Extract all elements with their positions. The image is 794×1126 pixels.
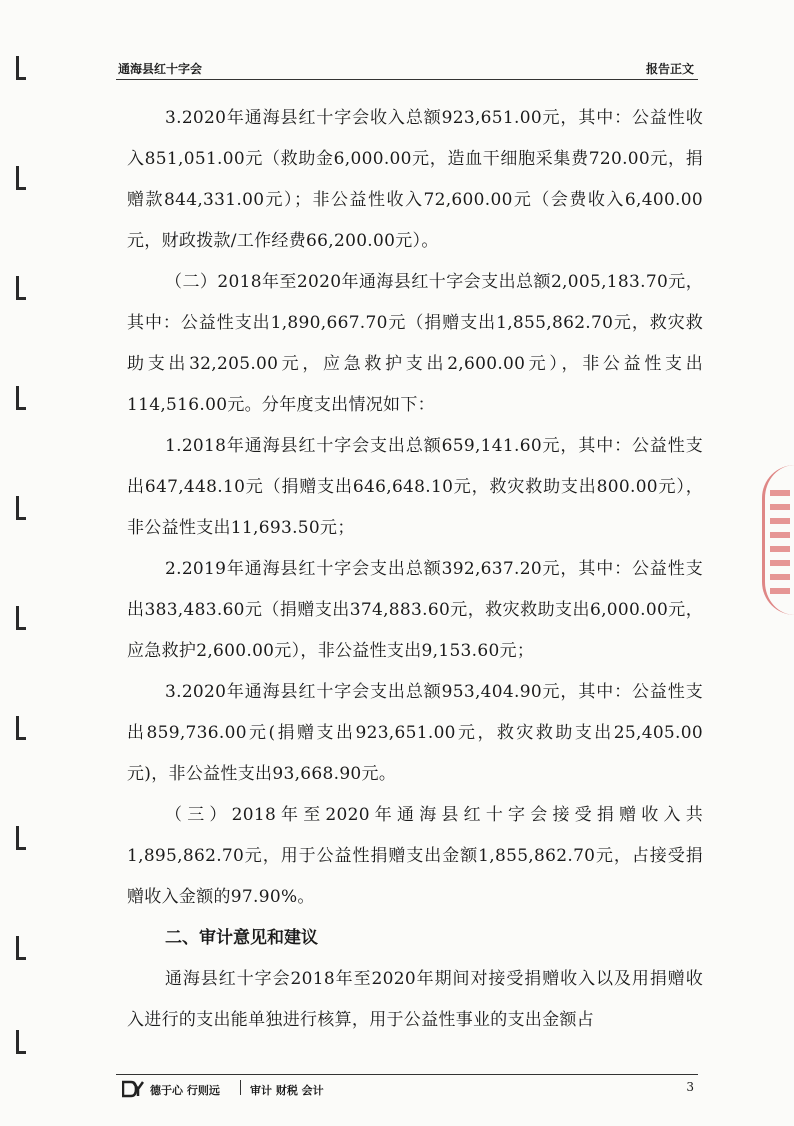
binding-hole-mark xyxy=(16,606,26,630)
section-heading: 二、审计意见和建议 xyxy=(165,928,318,948)
footer-separator xyxy=(240,1080,241,1095)
binding-hole-mark xyxy=(16,166,26,190)
paragraph-expense-2018: 1.2018年通海县红十字会支出总额659,141.60元，其中：公益性支出647,448.10元（捐赠支出646,648.10元，救灾救助支出800.00元），非公益性支出11,693.50元； xyxy=(127,436,703,538)
paragraph-audit-opinion: 通海县红十字会2018年至2020年期间对接受捐赠收入以及用捐赠收入进行的支出能单独进行核算，用于公益性事业的支出金额占 xyxy=(127,969,703,1030)
binding-hole-mark xyxy=(16,826,26,850)
header-report-label: 报告正文 xyxy=(645,62,694,76)
binding-hole-mark xyxy=(16,716,26,740)
header-org-name: 通海县红十字会 xyxy=(118,62,203,76)
footer-services: 审计 财税 会计 xyxy=(250,1084,324,1097)
paragraph-expense-2020: 3.2020年通海县红十字会支出总额953,404.90元，其中：公益性支出859,736.00元(捐赠支出923,651.00元，救灾救助支出25,405.00元)，非公益性支出93,668.90元。 xyxy=(127,682,703,784)
footer-divider xyxy=(116,1074,698,1075)
paragraph-expense-2019: 2.2019年通海县红十字会支出总额392,637.20元，其中：公益性支出383,483.60元（捐赠支出374,883.60元，救灾救助支出6,000.00元，应急救护2,600.00元），非公益性支出9,153.60元； xyxy=(127,559,703,661)
paragraph-expense-summary: （二）2018年至2020年通海县红十字会支出总额2,005,183.70元，其中：公益性支出1,890,667.70元（捐赠支出1,855,862.70元，救灾救助支出32,205.00元，应急救护支出2,600.00元），非公益性支出114,516.00元。分年度支出情况如下： xyxy=(127,272,703,415)
paragraph-income-2020: 3.2020年通海县红十字会收入总额923,651.00元，其中：公益性收入851,051.00元（救助金6,000.00元，造血干细胞采集费720.00元，捐赠款844,331.00元）；非公益性收入72,600.00元（会费收入6,400.00元，财政拨款/工作经费66,200.00元）。 xyxy=(127,108,703,251)
binding-hole-mark xyxy=(16,1030,26,1054)
binding-hole-mark xyxy=(16,386,26,410)
paragraph-donation-summary: （三）2018年至2020年通海县红十字会接受捐赠收入共1,895,862.70元，用于公益性捐赠支出金额1,855,862.70元，占接受捐赠收入金额的97.90%。 xyxy=(127,805,703,907)
page-number: 3 xyxy=(686,1080,694,1094)
seal-stamp-texture xyxy=(770,490,790,600)
firm-logo-icon xyxy=(122,1080,144,1098)
binding-hole-mark xyxy=(16,936,26,960)
footer-slogan: 德于心 行则远 xyxy=(150,1084,220,1097)
header-divider xyxy=(116,79,698,80)
binding-hole-mark xyxy=(16,56,26,80)
binding-hole-mark xyxy=(16,496,26,520)
report-body xyxy=(127,98,703,1041)
binding-hole-mark xyxy=(16,276,26,300)
